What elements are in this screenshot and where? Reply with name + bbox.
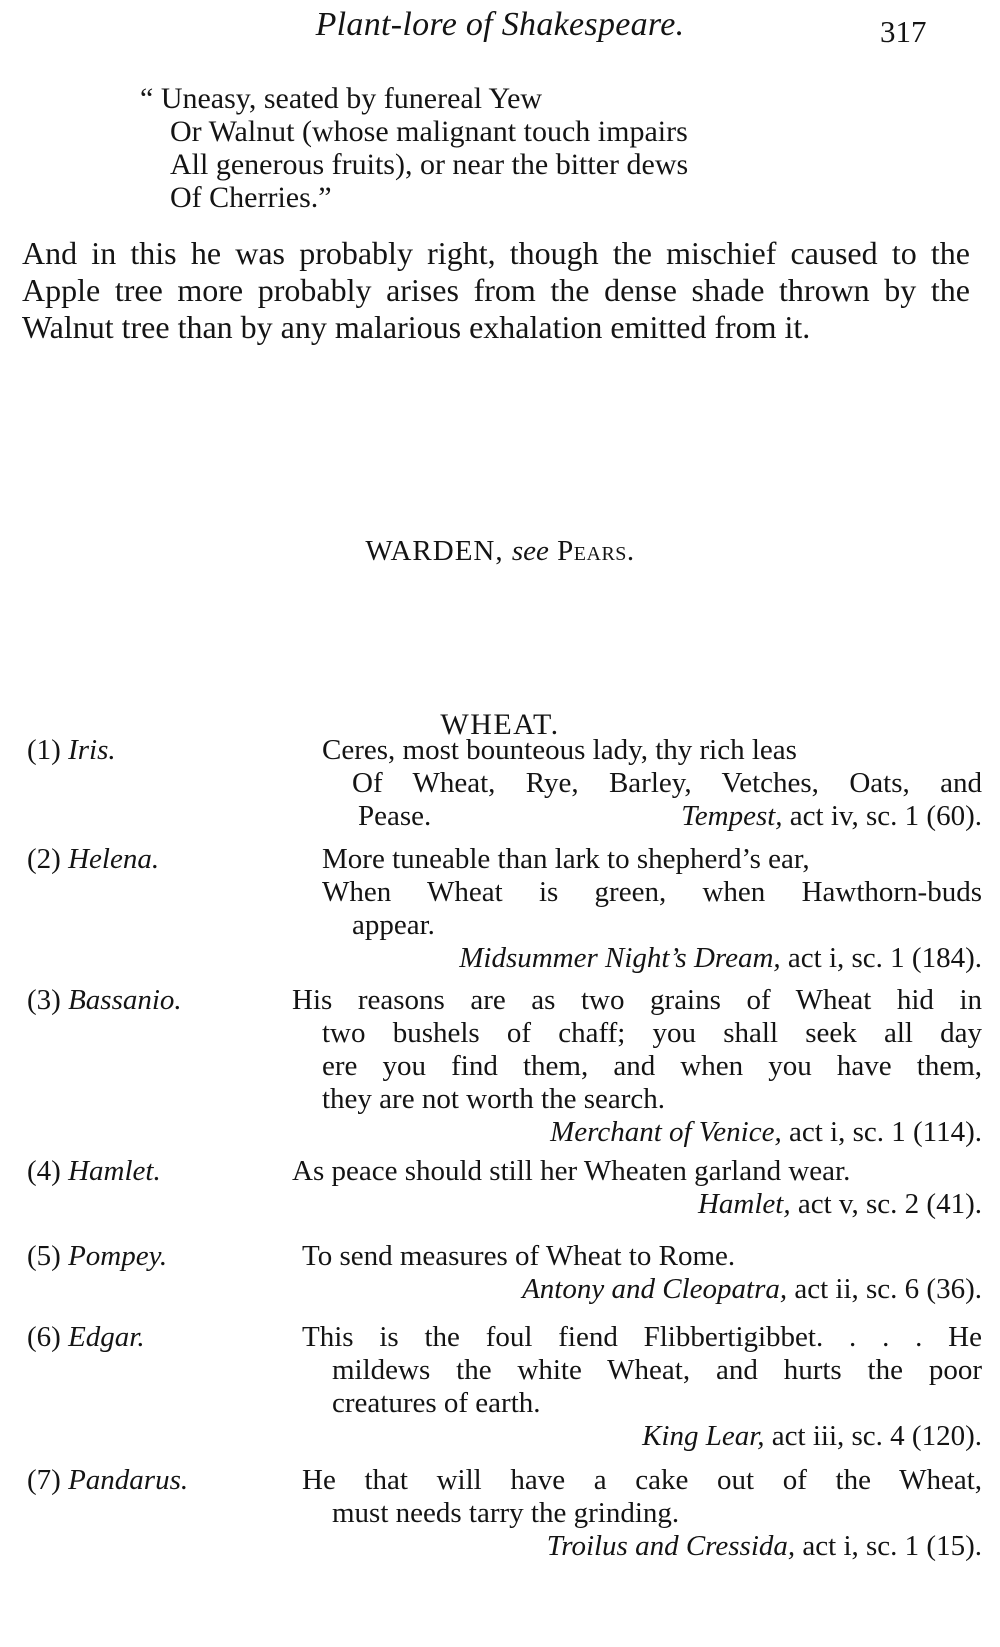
play-title: Tempest, <box>681 800 783 832</box>
quote-line: To send measures of Wheat to Rome. <box>302 1240 736 1272</box>
entry-citation <box>292 1188 982 1221</box>
verse-line: All generous fruits), or near the bitter dews <box>170 148 689 181</box>
entry-quote <box>302 1240 982 1306</box>
act-scene: act v, sc. 2 (41). <box>790 1188 982 1220</box>
act-scene: act i, sc. 1 (114). <box>781 1116 982 1148</box>
act-scene: act i, sc. 1 (15). <box>795 1530 982 1562</box>
entry-citation <box>681 800 982 833</box>
verse-line: “ Uneasy, seated by funereal Yew <box>140 82 543 115</box>
play-title: Antony and Cleopatra, <box>522 1273 788 1305</box>
entry-speaker <box>27 1155 161 1188</box>
quote-line: He that will have a cake out of the Wheat, <box>302 1464 982 1496</box>
quote-line: creatures of earth. <box>332 1387 541 1419</box>
quote-line: two bushels of chaff; you shall seek all day <box>322 1017 982 1049</box>
speaker-name: Iris. <box>68 734 116 766</box>
entry-number: (4) <box>27 1155 61 1187</box>
play-title: Midsummer Night’s Dream, <box>459 942 781 974</box>
entry-speaker <box>27 843 159 876</box>
speaker-name: Pandarus. <box>68 1464 189 1496</box>
entry-speaker <box>27 734 116 767</box>
entry-speaker <box>27 1464 188 1497</box>
play-title: King Lear, <box>642 1420 765 1452</box>
running-header-title: Plant-lore of Shakespeare. <box>315 6 685 43</box>
act-scene: act iv, sc. 1 (60). <box>782 800 982 832</box>
page-number: 317 <box>880 14 927 49</box>
quote-line: appear. <box>352 909 435 941</box>
entry-speaker <box>27 1321 145 1354</box>
speaker-name: Helena. <box>68 843 160 875</box>
quote-line: His reasons are as two grains of Wheat hid in <box>292 984 982 1016</box>
verse-quotation <box>140 82 688 214</box>
entry-speaker <box>27 984 182 1017</box>
entry-speaker <box>27 1240 167 1273</box>
quote-line: mildews the white Wheat, and hurts the poor <box>332 1354 982 1386</box>
verse-line: Of Cherries.” <box>170 181 332 214</box>
play-title: Merchant of Venice, <box>550 1116 782 1148</box>
quote-line: ere you find them, and when you have them, <box>322 1050 982 1082</box>
speaker-name: Hamlet. <box>68 1155 161 1187</box>
entry-number: (7) <box>27 1464 61 1496</box>
entry-citation <box>302 1273 982 1306</box>
speaker-name: Pompey. <box>68 1240 168 1272</box>
warden-word: WARDEN, <box>365 535 504 567</box>
act-scene: act ii, sc. 6 (36). <box>787 1273 982 1305</box>
quote-line: This is the foul fiend Flibbertigibbet. . . . He <box>302 1321 982 1353</box>
play-title: Troilus and Cressida, <box>546 1530 796 1562</box>
act-scene: act iii, sc. 4 (120). <box>764 1420 982 1452</box>
speaker-name: Bassanio. <box>68 984 182 1016</box>
entry-citation <box>292 1116 982 1149</box>
see-reference: see <box>511 535 549 567</box>
entry-quote <box>302 1321 982 1453</box>
cross-reference-target: Pears. <box>557 535 635 567</box>
quote-line: More tuneable than lark to shepherd’s ear, <box>322 843 810 875</box>
section-heading-wheat: WHEAT. <box>440 708 560 741</box>
entry-citation <box>302 1420 982 1453</box>
act-scene: act i, sc. 1 (184). <box>780 942 982 974</box>
section-heading-warden <box>0 535 1000 568</box>
verse-line: Or Walnut (whose malignant touch impairs <box>170 115 688 148</box>
quote-line: When Wheat is green, when Hawthorn-buds <box>322 876 982 908</box>
entry-quote <box>292 1155 982 1221</box>
entry-number: (3) <box>27 984 61 1016</box>
quote-line: they are not worth the search. <box>322 1083 666 1115</box>
body-paragraph: And in this he was probably right, though the mischief caused to the Apple tree more probably arises from the dense shade thrown by the Walnut tree than by any malarious exhalation emitted from it. <box>22 235 970 345</box>
entry-number: (6) <box>27 1321 61 1353</box>
quote-line: As peace should still her Wheaten garland wear. <box>292 1155 851 1187</box>
entry-number: (1) <box>27 734 61 766</box>
entry-quote <box>322 843 982 975</box>
play-title: Hamlet, <box>697 1188 791 1220</box>
entry-citation <box>322 942 982 975</box>
entry-number: (2) <box>27 843 61 875</box>
quote-line: Pease. <box>358 800 432 832</box>
entry-citation <box>302 1530 982 1563</box>
entry-quote <box>292 984 982 1149</box>
entry-quote <box>322 734 982 833</box>
quote-line: must needs tarry the grinding. <box>332 1497 680 1529</box>
quote-line: Of Wheat, Rye, Barley, Vetches, Oats, and <box>352 767 982 799</box>
quote-line: Ceres, most bounteous lady, thy rich leas <box>322 734 797 766</box>
entry-quote <box>302 1464 982 1563</box>
speaker-name: Edgar. <box>68 1321 145 1353</box>
entry-number: (5) <box>27 1240 61 1272</box>
